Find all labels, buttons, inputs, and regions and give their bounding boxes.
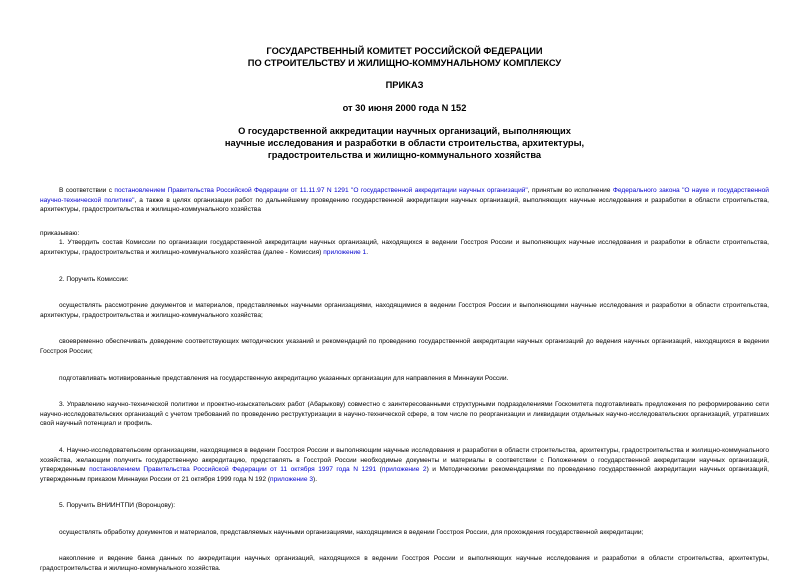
preamble-paragraph bbox=[40, 186, 769, 215]
item-4-text-1: 4. Научно-исследовательским организациям, находящимся в ведении Госстроя России и выполняющим научные исследования и разработки в области строительства, архитектуры, градостроительства и жилищно-коммунального хозяйства, желающим получить государственную аккредитацию, представлять в Госстрой России необходимые документы и материалы в соответствии с Положением о государственной аккредитации научных организаций, утвержденным bbox=[40, 446, 769, 474]
preamble-text-2: , принятым во исполнение bbox=[527, 187, 613, 194]
federal-law-link[interactable]: Федерального закона "О науке и государственной научно-технической политике" bbox=[40, 187, 769, 204]
appendix-3-link[interactable]: приложение 3 bbox=[270, 475, 314, 483]
decree-1291-link[interactable]: постановлением Правительства Российской Федерации от 11 октября 1997 года N 1291 bbox=[89, 466, 377, 474]
organization-name bbox=[40, 0, 769, 69]
preamble-text-3: , а также в целях организации работ по дальнейшему проведению государственной аккредитации научных организаций, выполняющих научные исследования и разработки в области строительства, архитектуры, градостроительства и жилищно-коммунального хозяйства bbox=[40, 196, 769, 214]
appendix-1-link[interactable]: приложение 1 bbox=[323, 248, 367, 256]
item-4-text-2: ( bbox=[376, 466, 382, 474]
organization-name-line-2: ПО СТРОИТЕЛЬСТВУ И ЖИЛИЩНО-КОММУНАЛЬНОМУ КОМПЛЕКСУ bbox=[247, 58, 562, 68]
subject-line-1: О государственной аккредитации научных организаций, выполняющих bbox=[238, 126, 571, 136]
item-2-a-paragraph: осуществлять рассмотрение документов и материалов, представляемых научными организациями, находящимися в ведении Госстроя России и выполняющими научные исследования и разработки в области строительства, архитектуры, градостроительства и жилищно-коммунального хозяйства; bbox=[40, 302, 769, 319]
item-1-text: 1. Утвердить состав Комиссии по организации государственной аккредитации научных организаций, находящихся в ведении Госстроя России и выполняющих научные исследования и разработки в области строительства, архитектуры, градостроительства и жилищно-коммунального хозяйства (далее - Комиссия) bbox=[40, 239, 769, 256]
item-5-a-paragraph: осуществлять обработку документов и материалов, представляемых научными организациями, находящимися в ведении Госстроя России, для прохождения государственной аккредитации; bbox=[59, 528, 644, 536]
preamble-text-1: В соответствии с bbox=[59, 187, 115, 194]
document-subject bbox=[40, 125, 769, 161]
item-2-b-paragraph: своевременно обеспечивать доведение соответствующих методических указаний и рекомендаций по проведению государственной аккредитации научных организаций до ведения научных организаций, находящихся в ведении Госстроя России; bbox=[40, 338, 769, 355]
appendix-2-link[interactable]: приложение 2 bbox=[381, 466, 427, 474]
item-4-paragraph bbox=[40, 446, 769, 484]
organization-name-line-1: ГОСУДАРСТВЕННЫЙ КОМИТЕТ РОССИЙСКОЙ ФЕДЕРАЦИИ bbox=[266, 46, 543, 56]
item-1-paragraph bbox=[40, 238, 769, 257]
government-decree-link[interactable]: постановлением Правительства Российской Федерации от 11.11.97 N 1291 "О государственной аккредитации научных организаций" bbox=[114, 187, 528, 194]
item-2-c-paragraph: подготавливать мотивированные представления на государственную аккредитацию указанных организации для направления в Миннауки России. bbox=[59, 374, 509, 382]
item-4-text-4: ). bbox=[313, 475, 318, 483]
item-2-paragraph: 2. Поручить Комиссии: bbox=[59, 275, 129, 283]
document-date-number: от 30 июня 2000 года N 152 bbox=[342, 103, 467, 113]
document-body bbox=[40, 186, 769, 574]
document-header bbox=[40, 0, 769, 161]
item-5-b-paragraph: накопление и ведение банка данных по аккредитации научных организаций, находящихся в ведении Госстроя России и выполняющих научные исследования и разработки в области строительства, архитектуры, градостроительства и жилищно-коммунального хозяйства. bbox=[40, 555, 769, 573]
item-1-end: . bbox=[366, 248, 369, 256]
subject-line-3: градостроительства и жилищно-коммунального хозяйства bbox=[267, 150, 542, 160]
item-3-paragraph: 3. Управлению научно-технической политики и проектно-изыскательских работ (Абарыкову) совместно с заинтересованными структурными подразделениями Госкомитета подготавливать предложения по реформированию сети научно-исследовательских организаций с учетом требований по проведению реструктуризации в научно-технической сфере, в том числе по реорганизации и ликвидации отдельных научно-исследовательских организаций, утративших свой научный потенциал и профиль. bbox=[40, 401, 769, 428]
document-type: ПРИКАЗ bbox=[385, 80, 424, 90]
item-4-text-3: ) и Методическими рекомендациями по проведению государственной аккредитации научных организаций, утвержденным приказом Миннауки России от 21 октября 1999 года N 192 ( bbox=[40, 466, 770, 483]
orders-word: приказываю: bbox=[40, 229, 80, 237]
item-5-paragraph: 5. Поручить ВНИИНТПИ (Воронцову): bbox=[59, 502, 176, 510]
subject-line-2: научные исследования и разработки в области строительства, архитектуры, bbox=[224, 138, 585, 148]
